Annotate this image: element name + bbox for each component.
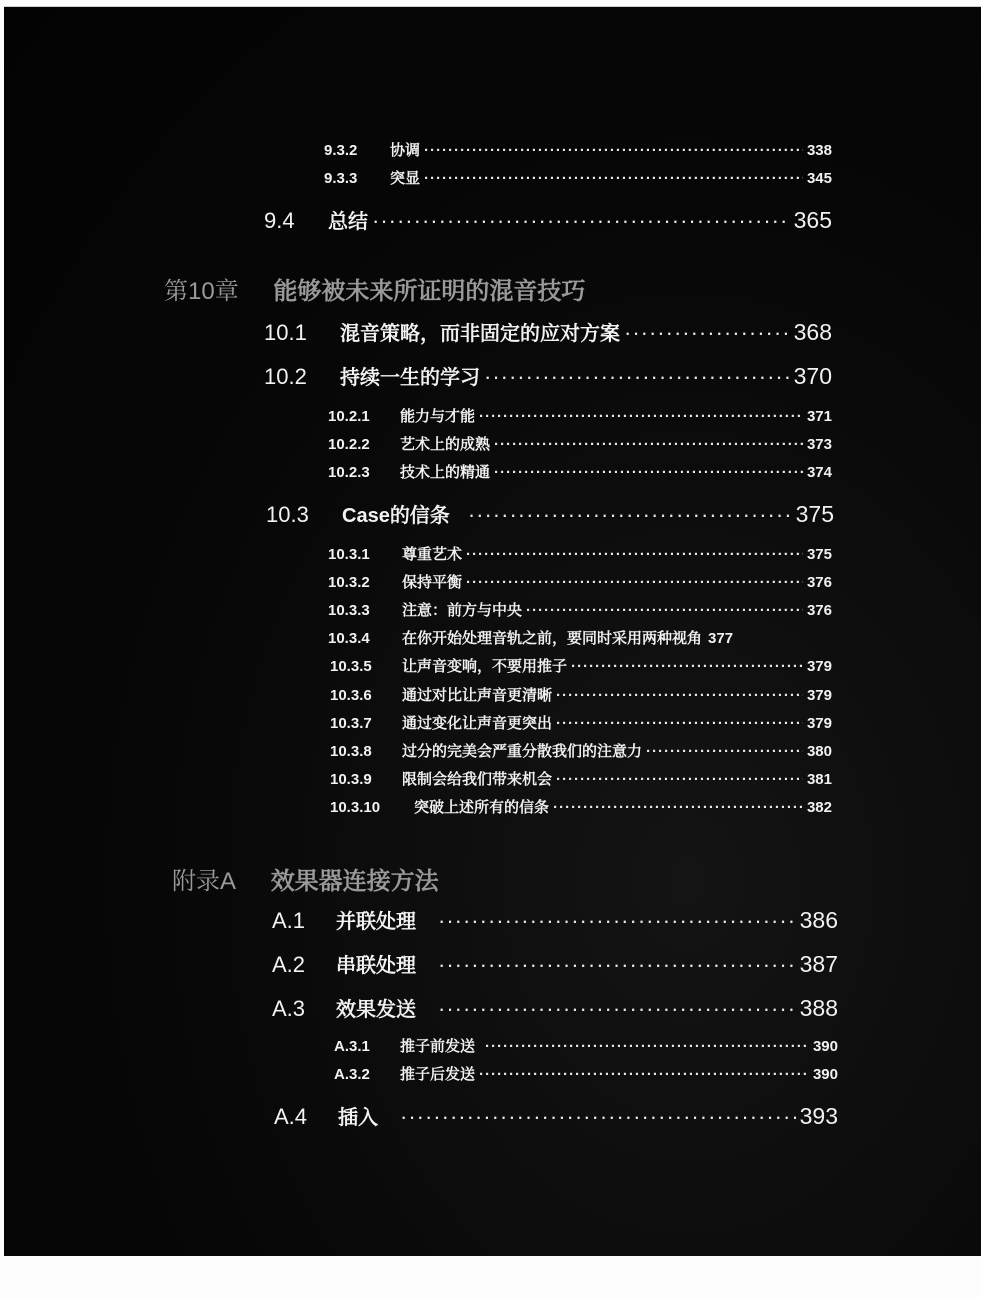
dot-leader (624, 320, 790, 346)
toc-entry[interactable] (328, 571, 832, 592)
entry-number: 10.3 (266, 502, 309, 527)
dot-leader (484, 364, 790, 390)
entry-page: 376 (806, 602, 832, 619)
entry-page: 377 (708, 630, 734, 647)
entry-page: 338 (806, 142, 832, 159)
dot-leader (556, 715, 803, 732)
appendix-label: 附录A (172, 868, 237, 895)
entry-number: A.1 (272, 908, 306, 933)
entry-page: 375 (795, 501, 834, 527)
dot-leader (646, 743, 803, 760)
toc-entry[interactable] (274, 1101, 838, 1130)
dot-leader (438, 996, 796, 1022)
entry-number: 10.3.3 (328, 602, 370, 619)
toc-entry[interactable] (330, 796, 832, 817)
toc-entry[interactable] (328, 405, 832, 426)
dot-leader (571, 658, 803, 675)
entry-number: 10.3.10 (330, 799, 381, 816)
entry-title: 混音策略，而非固定的应对方案 (340, 323, 620, 345)
entry-number: 9.3.2 (324, 142, 358, 159)
toc-page (4, 6, 981, 1256)
dot-leader (466, 574, 803, 591)
toc-entry[interactable] (330, 712, 832, 733)
entry-title: 注意：前方与中央 (402, 602, 523, 619)
entry-number: A.3.2 (334, 1066, 370, 1083)
toc-entry[interactable] (272, 905, 838, 934)
entry-number: 10.3.9 (330, 771, 372, 788)
entry-page: 390 (812, 1038, 838, 1055)
toc-entry[interactable] (328, 433, 832, 454)
dot-leader (479, 408, 803, 425)
entry-number: 10.2.3 (328, 464, 370, 481)
entry-page: 393 (799, 1103, 838, 1129)
toc-entry[interactable] (328, 543, 832, 564)
dot-leader (526, 602, 803, 619)
entry-page: 380 (806, 743, 832, 760)
entry-page: 370 (793, 363, 832, 389)
dot-leader (438, 952, 796, 978)
entry-title: Case的信条 (342, 505, 450, 527)
entry-title: 艺术上的成熟 (400, 436, 491, 453)
entry-page: 386 (799, 907, 838, 933)
entry-number: A.3.1 (334, 1038, 370, 1055)
entry-title: 突显 (390, 170, 421, 187)
entry-page: 388 (799, 995, 838, 1021)
entry-number: 10.3.2 (328, 574, 370, 591)
entry-page: 375 (806, 546, 832, 563)
toc-entry[interactable] (272, 993, 838, 1022)
entry-page: 373 (806, 436, 832, 453)
chapter-heading[interactable] (164, 271, 585, 306)
entry-title: 尊重艺术 (402, 546, 463, 563)
entry-title: 插入 (338, 1107, 378, 1129)
dot-leader (485, 1038, 809, 1055)
entry-number: 10.2.1 (328, 408, 370, 425)
entry-number: A.4 (274, 1104, 308, 1129)
toc-entry[interactable] (272, 949, 838, 978)
entry-title: 保持平衡 (402, 574, 463, 591)
entry-page: 382 (806, 799, 832, 816)
dot-leader (553, 799, 803, 816)
entry-page: 345 (806, 170, 832, 187)
entry-page: 387 (799, 951, 838, 977)
toc-entry[interactable] (264, 317, 832, 346)
dot-leader (556, 771, 803, 788)
dot-leader (494, 436, 803, 453)
entry-title: 能力与才能 (400, 408, 476, 425)
dot-leader (438, 908, 796, 934)
entry-title: 推子后发送 (400, 1066, 476, 1083)
dot-leader (468, 502, 792, 528)
entry-number: 10.1 (264, 320, 307, 345)
entry-title: 过分的完美会严重分散我们的注意力 (402, 743, 643, 760)
entry-title: 协调 (390, 142, 421, 159)
entry-title: 并联处理 (336, 911, 416, 933)
entry-title: 突破上述所有的信条 (414, 799, 550, 816)
entry-number: A.3 (272, 996, 306, 1021)
entry-page: 379 (806, 658, 832, 675)
entry-title: 通过变化让声音更突出 (402, 715, 553, 732)
entry-number: 10.3.4 (328, 630, 370, 647)
entry-page: 374 (806, 464, 832, 481)
entry-title: 效果发送 (336, 999, 416, 1021)
entry-number: 10.3.5 (330, 658, 372, 675)
toc-entry[interactable] (330, 655, 832, 676)
entry-page: 381 (806, 771, 832, 788)
entry-title: 通过对比让声音更清晰 (402, 687, 553, 704)
entry-page: 368 (793, 319, 832, 345)
dot-leader (466, 546, 803, 563)
entry-title: 在你开始处理音轨之前，要同时采用两种视角 (402, 630, 703, 647)
entry-title: 总结 (328, 211, 368, 233)
entry-title: 串联处理 (336, 955, 416, 977)
entry-number: 9.4 (264, 208, 295, 233)
appendix-heading[interactable] (172, 861, 439, 896)
dot-leader (494, 464, 803, 481)
toc-entry[interactable] (330, 740, 832, 761)
dot-leader (424, 142, 803, 159)
chapter-title: 能够被未来所证明的混音技巧 (273, 278, 586, 305)
chapter-label: 第10章 (164, 278, 239, 305)
entry-number: 10.3.1 (328, 546, 370, 563)
entry-title: 持续一生的学习 (340, 367, 480, 389)
toc-entry[interactable] (264, 205, 832, 234)
toc-entry[interactable] (264, 361, 832, 390)
entry-page: 365 (793, 207, 832, 233)
entry-number: 10.3.7 (330, 715, 372, 732)
entry-page: 390 (812, 1066, 838, 1083)
entry-page: 371 (806, 408, 832, 425)
toc-entry[interactable] (328, 461, 832, 482)
dot-leader (400, 1104, 796, 1130)
dot-leader (372, 208, 790, 234)
entry-page: 379 (806, 715, 832, 732)
entry-title: 技术上的精通 (400, 464, 491, 481)
dot-leader (424, 170, 803, 187)
entry-number: 10.2.2 (328, 436, 370, 453)
toc-entry[interactable] (334, 1063, 838, 1084)
toc-entry[interactable] (324, 167, 832, 188)
appendix-title: 效果器连接方法 (270, 868, 439, 895)
entry-number: A.2 (272, 952, 306, 977)
entry-number: 10.3.8 (330, 743, 372, 760)
dot-leader (556, 687, 803, 704)
entry-title: 限制会给我们带来机会 (402, 771, 553, 788)
dot-leader (479, 1066, 809, 1083)
toc-entry[interactable] (330, 768, 832, 789)
toc-entry[interactable] (328, 627, 832, 648)
entry-number: 10.3.6 (330, 687, 372, 704)
entry-number: 10.2 (264, 364, 307, 389)
entry-number: 9.3.3 (324, 170, 358, 187)
entry-page: 379 (806, 687, 832, 704)
toc-entry[interactable] (266, 499, 834, 528)
toc-entry[interactable] (330, 684, 832, 705)
toc-entry[interactable] (334, 1035, 838, 1056)
toc-entry[interactable] (324, 139, 832, 160)
entry-title: 让声音变响，不要用推子 (402, 658, 568, 675)
entry-title: 推子前发送 (400, 1038, 476, 1055)
entry-page: 376 (806, 574, 832, 591)
toc-entry[interactable] (328, 599, 832, 620)
